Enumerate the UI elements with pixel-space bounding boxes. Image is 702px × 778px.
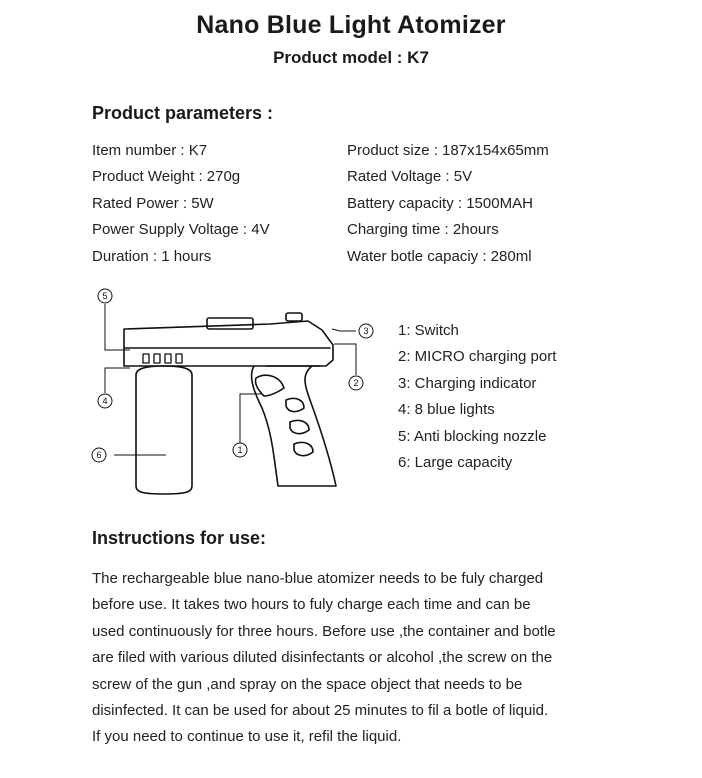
water-bottle: [136, 366, 192, 494]
param-water-bottle-capacity: Water botle capaciy : 280ml: [347, 247, 532, 265]
instructions-line: disinfected. It can be used for about 25 minutes to fil a botle of liquid.: [92, 702, 549, 720]
parameters-left-column: [92, 138, 270, 270]
callout-2: 2: [353, 378, 359, 388]
callout-3: 3: [363, 326, 369, 336]
instructions-line: The rechargeable blue nano-blue atomizer needs to be fuly charged: [92, 570, 544, 587]
param-charging-time: Charging time : 2hours: [347, 221, 499, 239]
instructions-line: If you need to continue to use it, refil the liquid.: [92, 728, 402, 746]
callout-5: 5: [102, 291, 108, 301]
legend-capacity: 6: Large capacity: [398, 454, 513, 472]
param-product-weight: Product Weight : 270g: [92, 168, 241, 186]
callout-1: 1: [237, 445, 243, 455]
parameters-heading: Product parameters :: [92, 103, 274, 123]
legend-charging-indicator: 3: Charging indicator: [398, 374, 537, 392]
gun-handle: [252, 366, 336, 486]
param-rated-power: Rated Power : 5W: [92, 194, 214, 212]
param-power-supply-voltage: Power Supply Voltage : 4V: [92, 221, 270, 239]
param-product-size: Product size : 187x154x65mm: [347, 142, 549, 159]
product-model: Product model : K7: [273, 48, 429, 67]
gun-body: [124, 321, 333, 366]
instructions-line: used continuously for three hours. Before use ,the container and botle: [92, 622, 556, 640]
param-rated-voltage: Rated Voltage : 5V: [347, 168, 473, 186]
trigger: [255, 375, 284, 396]
page-title: Nano Blue Light Atomizer: [196, 11, 506, 39]
nozzle-block: [207, 318, 253, 329]
parameters-right-column: [347, 138, 549, 270]
instructions-heading: Instructions for use:: [92, 528, 267, 548]
indicator-bump: [286, 313, 302, 321]
instructions-line: before use. It takes two hours to fuly charge each time and can be: [92, 596, 531, 614]
legend-blue-lights: 4: 8 blue lights: [398, 401, 495, 419]
instructions-line: are filed with various diluted disinfectants or alcohol ,the screw on the: [92, 649, 553, 667]
atomizer-diagram: [90, 282, 390, 497]
legend-switch: 1: Switch: [398, 322, 459, 339]
legend-nozzle: 5: Anti blocking nozzle: [398, 427, 547, 445]
callout-6: 6: [96, 450, 102, 460]
diagram-legend: [398, 318, 556, 476]
param-duration: Duration : 1 hours: [92, 247, 212, 265]
callout-4: 4: [102, 396, 108, 406]
param-battery-capacity: Battery capacity : 1500MAH: [347, 194, 533, 212]
instructions-paragraph: [92, 566, 617, 751]
param-item-number: Item number : K7: [92, 142, 208, 159]
legend-charging-port: 2: MICRO charging port: [398, 348, 557, 366]
instructions-line: screw of the gun ,and spray on the space object that needs to be: [92, 675, 523, 693]
